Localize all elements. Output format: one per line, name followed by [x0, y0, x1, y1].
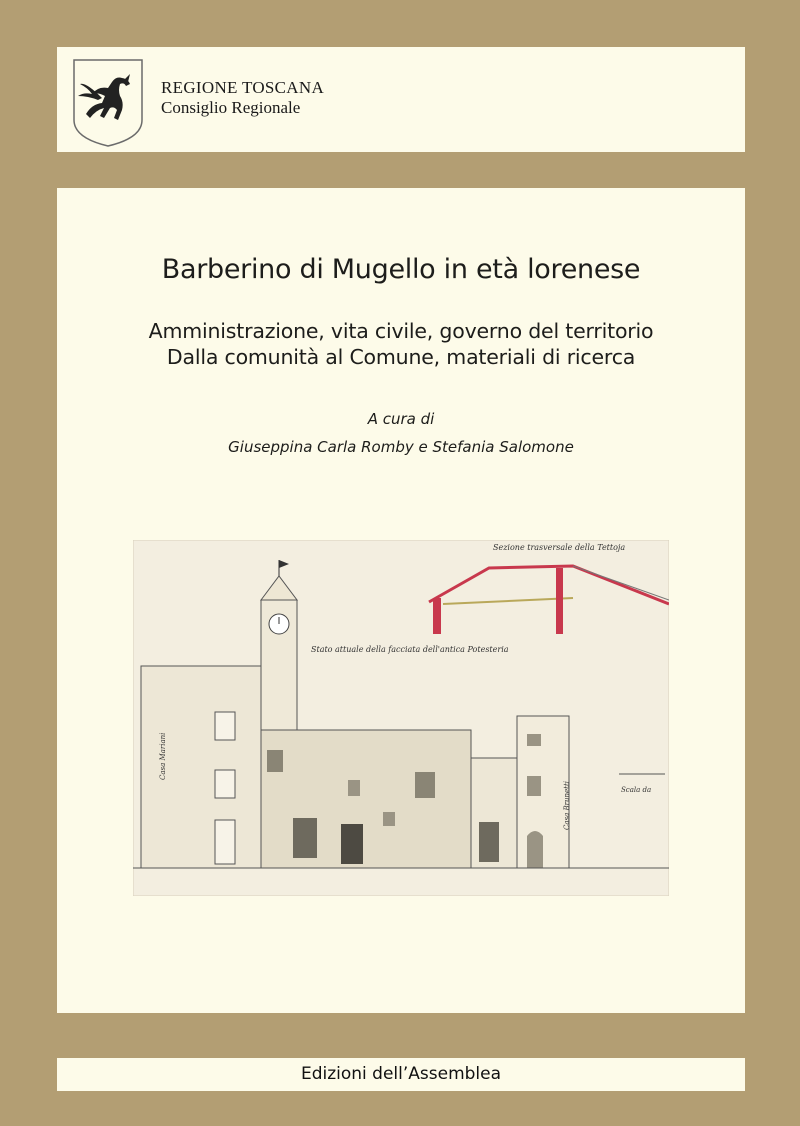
council-name: Consiglio Regionale — [161, 98, 301, 117]
publisher-name: Edizioni dell’Assemblea — [300, 1064, 502, 1084]
drawing-label-right: Casa Brunetti — [563, 780, 571, 830]
book-subtitle-line2: Dalla comunità al Comune, materiali di ricerca — [166, 345, 636, 369]
drawing-label-left: Casa Mariani — [159, 732, 167, 780]
editors-names: Giuseppina Carla Romby e Stefania Salomone — [228, 438, 574, 456]
header-panel — [57, 47, 745, 152]
book-subtitle-line1: Amministrazione, vita civile, governo del territorio — [148, 319, 654, 343]
drawing-label-facade: Stato attuale della facciata dell'antica Potesteria — [311, 645, 509, 654]
footer-panel — [57, 1058, 745, 1091]
region-name: REGIONE TOSCANA — [161, 78, 325, 97]
editor-intro: A cura di — [367, 410, 435, 428]
drawing-label-section: Sezione trasversale della Tettoja — [493, 543, 626, 552]
architectural-drawing — [133, 540, 669, 896]
pegasus-emblem-icon — [72, 58, 144, 148]
book-title: Barberino di Mugello in età lorenese — [161, 254, 641, 285]
drawing-label-scale: Scala da — [621, 786, 652, 794]
organization-name — [161, 78, 324, 118]
main-panel — [57, 188, 745, 1013]
